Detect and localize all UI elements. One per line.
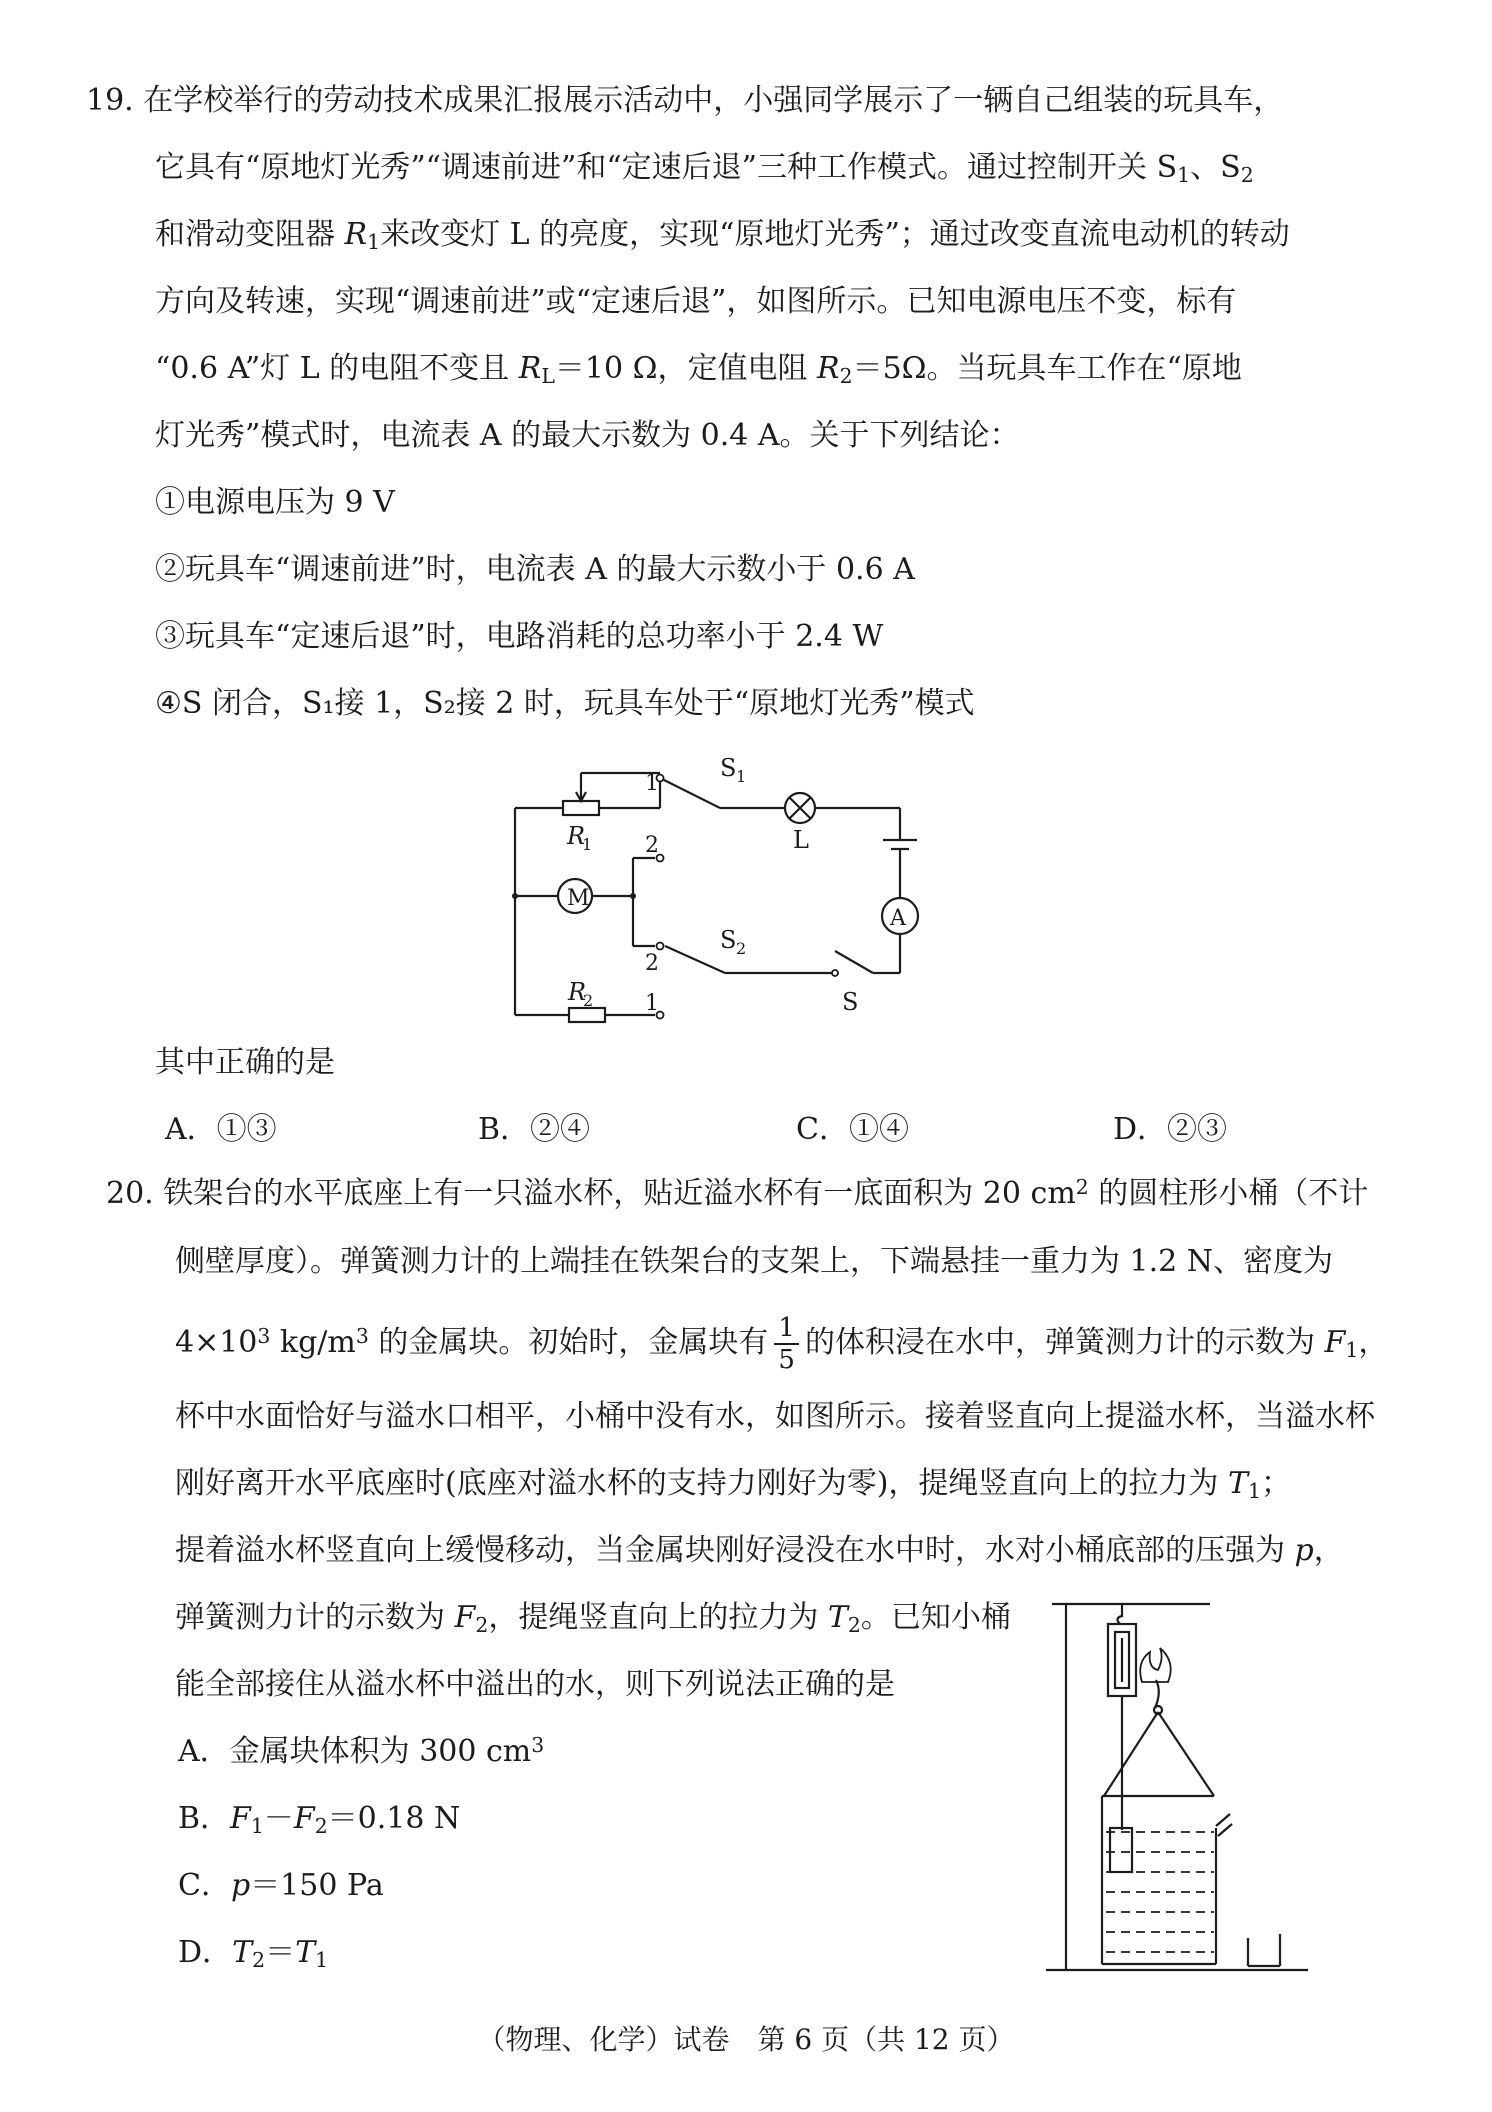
q19-statement-3: ③玩具车“定速后退”时，电路消耗的总功率小于 2.4 W bbox=[155, 619, 884, 654]
q20-line-4: 杯中水面恰好与溢水口相平，小桶中没有水，如图所示。接着竖直向上提溢水杯，当溢水杯 bbox=[175, 1399, 1375, 1434]
q20-line-3: $4\times 10^3$ $kg/m^3$ 的金属块。初始时，金属块有 $\frac{1}{5}$ 的体积浸在水中，弹簧测力计的示数为 $F_1$， bbox=[175, 1313, 1389, 1375]
q19-option-a[interactable]: A．①③ bbox=[165, 1112, 277, 1147]
svg-text:2: 2 bbox=[645, 833, 659, 858]
svg-text:2: 2 bbox=[736, 939, 747, 958]
q20-number: 20. bbox=[106, 1176, 154, 1211]
q19-line-3: 和滑动变阻器 $R_1$来改变灯 L 的亮度，实现“原地灯光秀”；通过改变直流电动机的转动 bbox=[155, 217, 1290, 255]
q19-option-b[interactable]: B．②④ bbox=[478, 1112, 591, 1147]
svg-text:2: 2 bbox=[583, 991, 594, 1010]
q19-statement-1: ①电源电压为 9 V bbox=[155, 485, 395, 520]
q19-line-1: 19. 在学校举行的劳动技术成果汇报展示活动中，小强同学展示了一辆自己组装的玩具车， bbox=[86, 83, 1284, 118]
q20-line-1: 20. 铁架台的水平底座上有一只溢水杯，贴近溢水杯有一底面积为 20 $cm^2$ 的圆柱形小桶（不计 bbox=[106, 1174, 1369, 1211]
q20-line-2: 侧壁厚度）。弹簧测力计的上端挂在铁架台的支架上，下端悬挂一重力为 1.2 N、密度为 bbox=[175, 1244, 1334, 1279]
q20-line-8: 能全部接住从溢水杯中溢出的水，则下列说法正确的是 bbox=[175, 1667, 895, 1702]
label-R1: R bbox=[567, 822, 586, 850]
q20-option-b[interactable]: B．$F_1-F_2=0.18$ N bbox=[178, 1801, 461, 1839]
fraction-one-fifth: $\frac{1}{5}$ bbox=[774, 1313, 799, 1375]
svg-text:1: 1 bbox=[736, 767, 747, 786]
svg-text:1: 1 bbox=[645, 771, 659, 796]
q19-prompt: 其中正确的是 bbox=[155, 1045, 335, 1080]
q19-line-6: 灯光秀”模式时，电流表 A 的最大示数为 0.4 A。关于下列结论： bbox=[155, 418, 1020, 453]
label-R2: R bbox=[568, 978, 587, 1006]
q19-line-4: 方向及转速，实现“调速前进”或“定速后退”，如图所示。已知电源电压不变，标有 bbox=[155, 284, 1237, 319]
ammeter-label: A bbox=[890, 906, 906, 931]
svg-text:1: 1 bbox=[582, 835, 593, 854]
q20-option-d[interactable]: D．$T_2=T_1$ bbox=[178, 1935, 329, 1973]
q19-line-5: “0.6 A”灯 L 的电阻不变且 $R_L=10$ Ω，定值电阻 $R_2=5\Omega$。当玩具车工作在“原地 bbox=[155, 351, 1242, 389]
svg-text:1: 1 bbox=[645, 991, 659, 1016]
q19-statement-4: ④S 闭合，S₁接 1，S₂接 2 时，玩具车处于“原地灯光秀”模式 bbox=[155, 686, 975, 721]
q19-statement-2: ②玩具车“调速前进”时，电流表 A 的最大示数小于 0.6 A bbox=[155, 552, 915, 587]
q20-line-6: 提着溢水杯竖直向上缓慢移动，当金属块刚好浸没在水中时，水对小桶底部的压强为 p， bbox=[175, 1533, 1344, 1568]
label-S1: S bbox=[720, 754, 737, 782]
svg-text:2: 2 bbox=[645, 951, 659, 976]
label-S: S bbox=[842, 988, 859, 1016]
circuit-diagram bbox=[505, 748, 975, 1038]
q20-option-a[interactable]: A．金属块体积为 300 $cm^3$ bbox=[178, 1732, 545, 1769]
q19-option-c[interactable]: C．①④ bbox=[796, 1112, 909, 1147]
q20-line-7: 弹簧测力计的示数为 $F_2$，提绳竖直向上的拉力为 $T_2$。已知小桶 bbox=[175, 1600, 1011, 1638]
lamp-label: L bbox=[793, 826, 809, 854]
q19-option-d[interactable]: D．②③ bbox=[1113, 1112, 1228, 1147]
q20-line-5: 刚好离开水平底座时(底座对溢水杯的支持力刚好为零)，提绳竖直向上的拉力为 $T_1$； bbox=[175, 1466, 1291, 1504]
label-S2: S bbox=[720, 926, 737, 954]
overflow-cup-diagram bbox=[1040, 1582, 1310, 1982]
page-footer: （物理、化学）试卷 第 6 页（共 12 页） bbox=[477, 2023, 1015, 2056]
q19-line-2: 它具有“原地灯光秀”“调速前进”和“定速后退”三种工作模式。通过控制开关 $S_1$、$S_2$ bbox=[155, 150, 1254, 188]
motor-label: M bbox=[567, 886, 590, 911]
q20-option-c[interactable]: C．p＝150 Pa bbox=[178, 1868, 384, 1903]
q19-number: 19. bbox=[86, 83, 134, 118]
